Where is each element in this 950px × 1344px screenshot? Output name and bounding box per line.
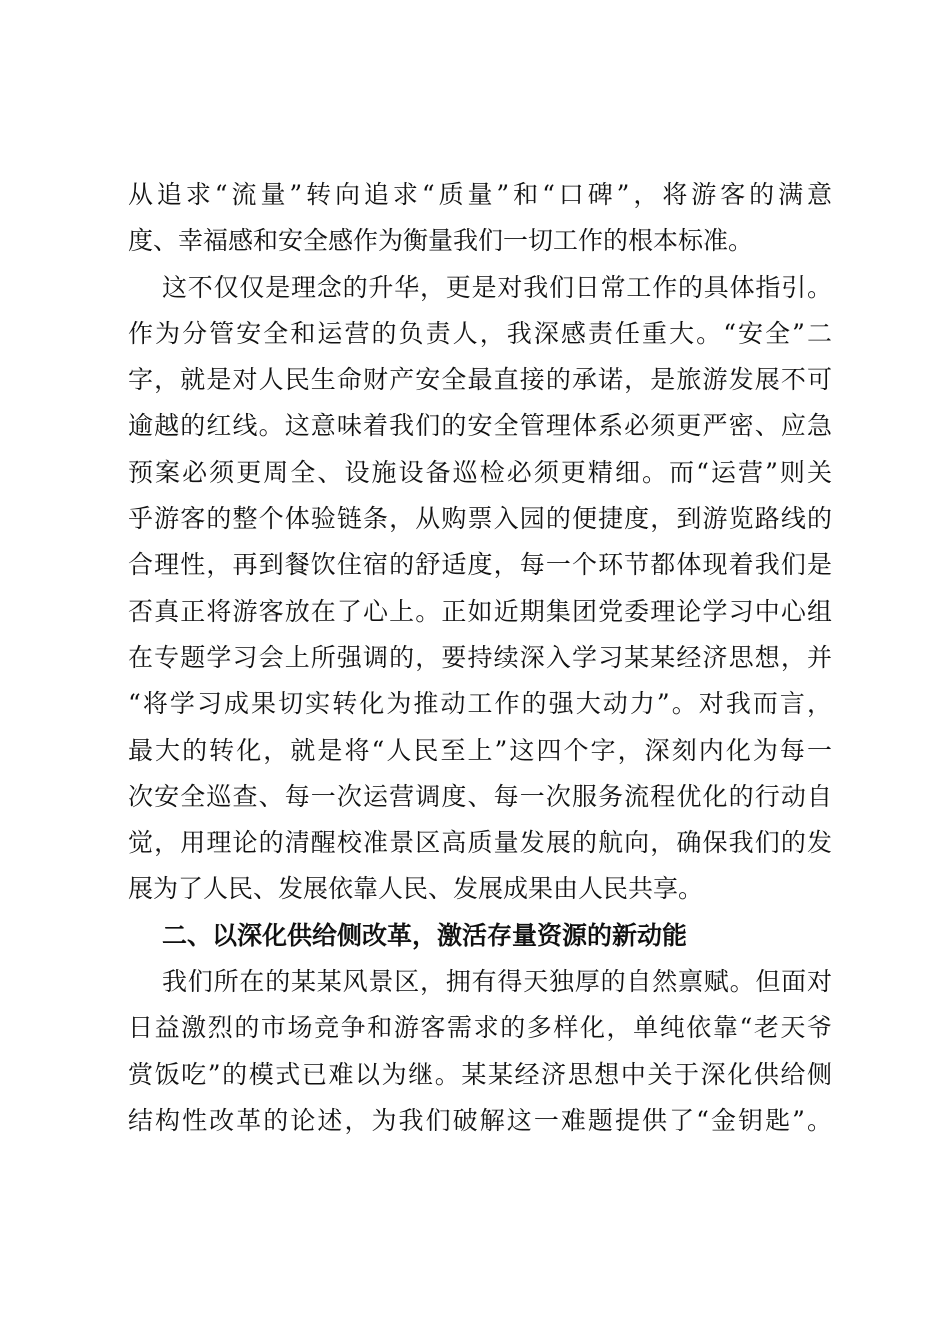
text-line: 在专题学习会上所强调的，要持续深入学习某某经济思想，并 [128,642,832,672]
text-line: 合理性，再到餐饮住宿的舒适度，每一个环节都体现着我们是 [128,550,832,580]
text-line: 否真正将游客放在了心上。正如近期集团党委理论学习中心组 [128,596,832,626]
text-line: 预案必须更周全、设施设备巡检必须更精细。而“运营”则关 [128,457,832,487]
text-line: 我们所在的某某风景区，拥有得天独厚的自然禀赋。但面对 [162,967,832,997]
text-line: 日益激烈的市场竞争和游客需求的多样化，单纯依靠“老天爷 [128,1013,832,1043]
text-line: 赏饭吃”的模式已难以为继。某某经济思想中关于深化供给侧 [128,1059,832,1089]
document-page [128,176,832,1148]
text-line: 作为分管安全和运营的负责人，我深感责任重大。“安全”二 [128,318,832,348]
text-line: 度、幸福感和安全感作为衡量我们一切工作的根本标准。 [128,226,754,256]
text-line: 逾越的红线。这意味着我们的安全管理体系必须更严密、应急 [128,411,832,441]
text-line: 展为了人民、发展依靠人民、发展成果由人民共享。 [128,874,704,904]
text-line: “将学习成果切实转化为推动工作的强大动力”。对我而言， [128,689,832,719]
section-heading: 二、以深化供给侧改革，激活存量资源的新动能 [162,920,688,950]
text-line: 次安全巡查、每一次运营调度、每一次服务流程优化的行动自 [128,781,832,811]
text-line: 结构性改革的论述，为我们破解这一难题提供了“金钥匙”。 [128,1105,832,1135]
text-line: 觉，用理论的清醒校准景区高质量发展的航向，确保我们的发 [128,828,832,858]
text-line: 这不仅仅是理念的升华，更是对我们日常工作的具体指引。 [162,272,832,302]
text-line: 乎游客的整个体验链条，从购票入园的便捷度，到游览路线的 [128,504,832,534]
text-line: 从追求“流量”转向追求“质量”和“口碑”，将游客的满意 [128,180,832,209]
text-line: 最大的转化，就是将“人民至上”这四个字，深刻内化为每一 [128,735,832,765]
text-line: 字，就是对人民生命财产安全最直接的承诺，是旅游发展不可 [128,365,832,395]
